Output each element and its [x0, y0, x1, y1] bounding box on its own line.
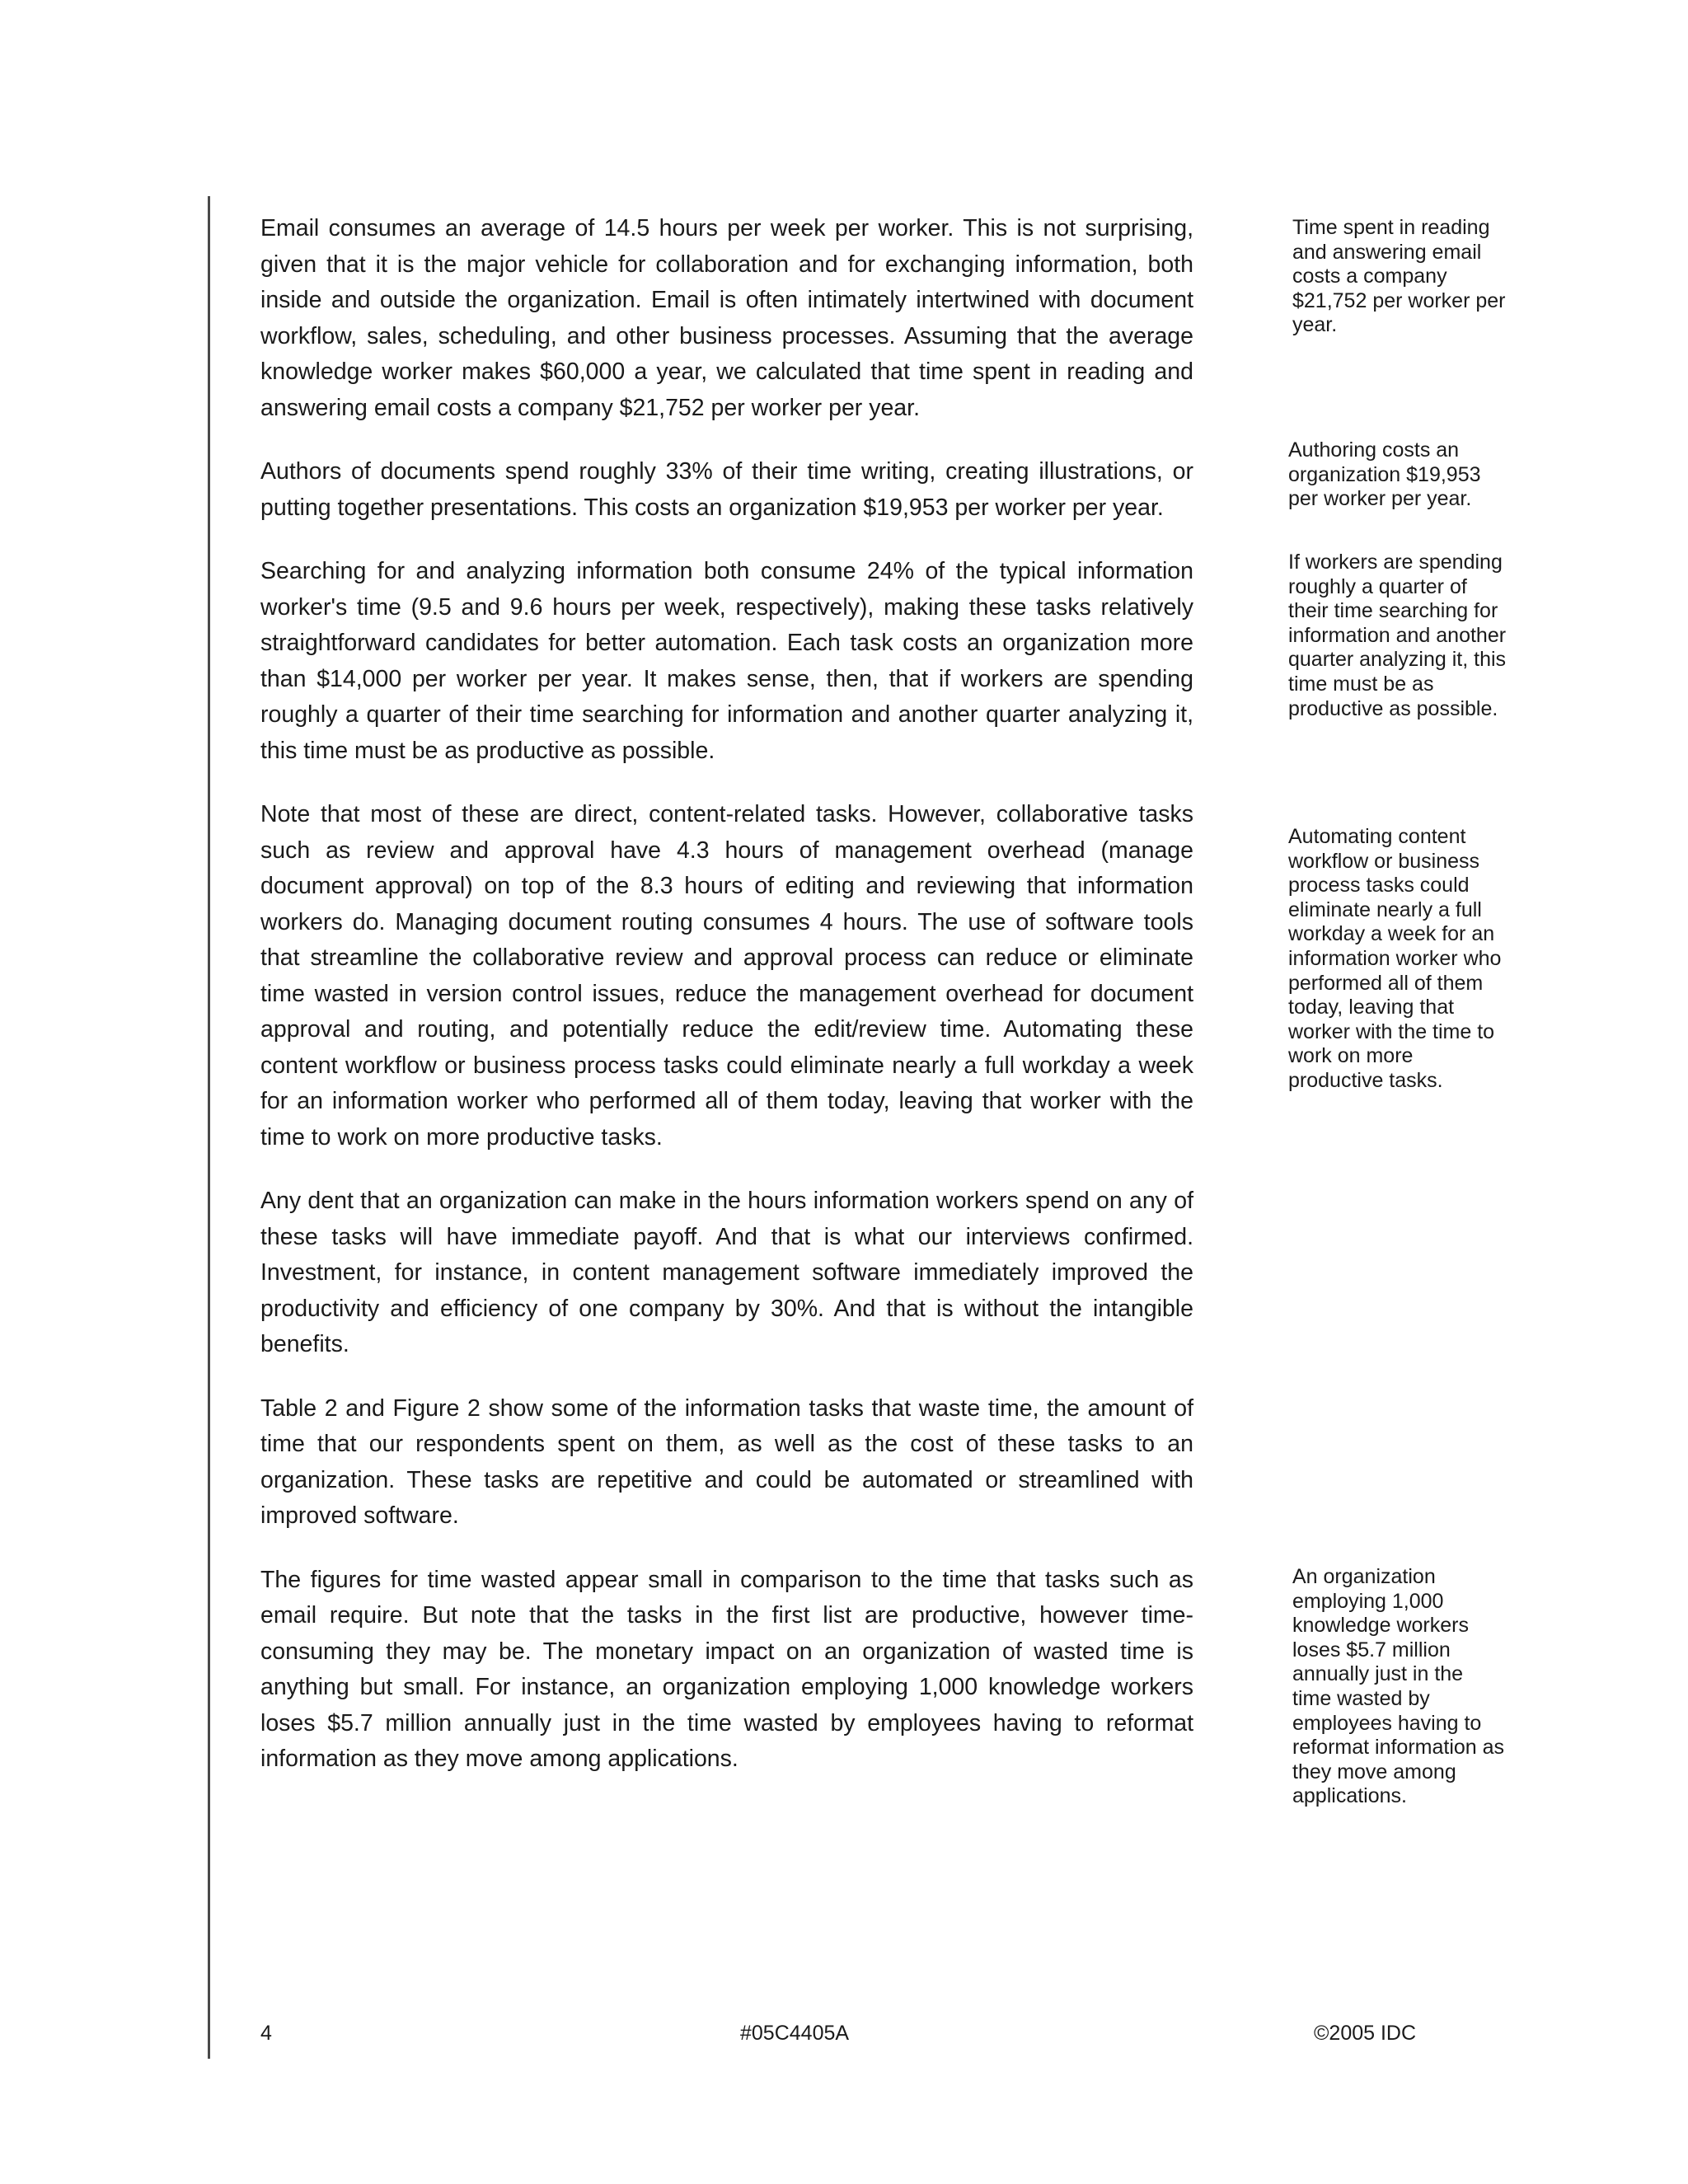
paragraph-searching: Searching for and analyzing information both consume 24% of the typical information worker's time (9.5 and 9.6 hours per week, respectively), making these tasks relatively straightforward candidates for better automation. Each task costs an organization more than $14,000 per worker per year. It makes sense, then, that if workers are spending roughly a quarter of their time searching for information and another quarter analyzing it, this time must be as productive as possible.	[260, 558, 1193, 764]
page-number: 4	[260, 2022, 272, 2045]
sidenote-email-cost: Time spent in reading and answering email costs a company $21,752 per worker per year.	[1292, 216, 1506, 337]
sidenote-authoring-cost: Authoring costs an organization $19,953 per worker per year.	[1288, 438, 1481, 511]
paragraph-authoring: Authors of documents spend roughly 33% of their time writing, creating illustrations, or putting together presentations. This costs an organization $19,953 per worker per year.	[260, 458, 1193, 521]
paragraph-time-wasted: The figures for time wasted appear small in comparison to the time that tasks such as email require. But note that the tasks in the first list are productive, however time-consuming they may be. The monetary impact on an organization of wasted time is anything but small. For instance, an organization employing 1,000 knowledge workers loses $5.7 million annually just in the time wasted by employees having to reformat information as they move among applications.	[260, 1566, 1193, 1772]
paragraph-collaborative-tasks: Note that most of these are direct, content-related tasks. However, collaborative tasks such as review and approval have 4.3 hours of management overhead (manage document approval) on top of the 8.3 hours of editing and reviewing that information workers do. Managing document routing consumes 4 hours. The use of software tools that streamline the collaborative review and approval process can reduce or eliminate time wasted in version control issues, reduce the management overhead for document approval and routing, and potentially reduce the edit/review time. Automating these content workflow or business process tasks could eliminate nearly a full workday a week for an information worker who performed all of them today, leaving that worker with the time to work on more productive tasks.	[260, 801, 1193, 1151]
main-text-column	[260, 211, 1193, 1806]
document-id: #05C4405A	[740, 2022, 850, 2045]
left-margin-rule	[208, 196, 210, 2059]
paragraph-email: Email consumes an average of 14.5 hours per week per worker. This is not surprising, given that it is the major vehicle for collaboration and for exchanging information, both inside and outside the organization. Email is often intimately intertwined with document workflow, sales, scheduling, and other business processes. Assuming that the average knowledge worker makes $60,000 a year, we calculated that time spent in reading and answering email costs a company $21,752 per worker per year.	[260, 215, 1193, 421]
paragraph-table-figure: Table 2 and Figure 2 show some of the information tasks that waste time, the amount of time that our respondents spent on them, as well as the cost of these tasks to an organization. These tasks are repetitive and could be automated or streamlined with improved software.	[260, 1394, 1193, 1529]
sidenote-searching: If workers are spending roughly a quarter of their time searching for information and another quarter analyzing it, this time must be as productive as possible.	[1288, 551, 1507, 720]
copyright: ©2005 IDC	[1314, 2022, 1417, 2045]
sidenote-wasted-time-cost: An organization employing 1,000 knowledge workers loses $5.7 million annually just in the time wasted by employees having to reformat information as they move among applications.	[1292, 1565, 1505, 1808]
paragraph-payoff: Any dent that an organization can make in the hours information workers spend on any of these tasks will have immediate payoff. And that is what our interviews confirmed. Investment, for instance, in content management software immediately improved the productivity and efficiency of one company by 30%. And that is without the intangible benefits.	[260, 1188, 1193, 1357]
sidenote-automation: Automating content workflow or business process tasks could eliminate nearly a full workday a week for an information worker who performed all of them today, leaving that worker with the time to work on more productive tasks.	[1288, 825, 1502, 1092]
